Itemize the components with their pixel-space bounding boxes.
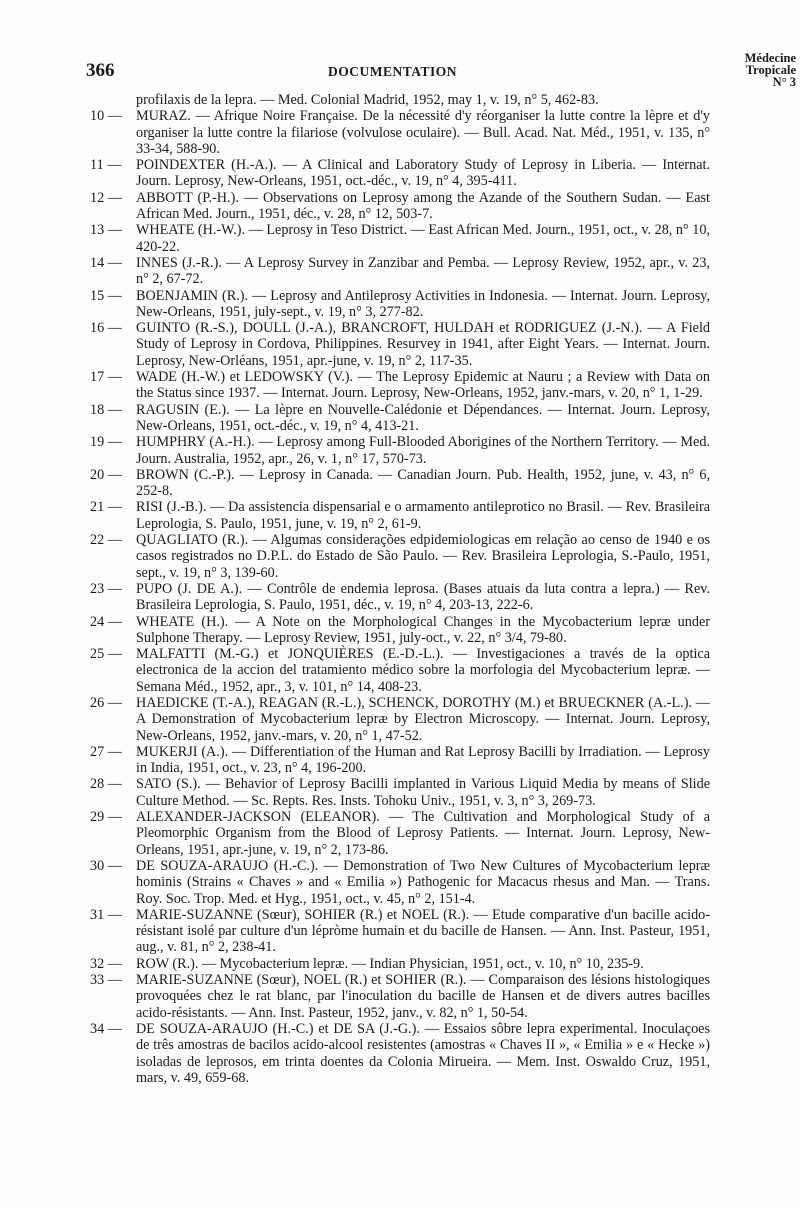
reference-number: 11 —: [90, 157, 122, 174]
reference-text: RAGUSIN (E.). — La lèpre en Nouvelle-Calédonie et Dépendances. — Internat. Journ. Leprosy, New-Orleans, 1951, oct.-déc., v. 19, n° 4, 413-21.: [136, 401, 710, 434]
reference-text: ALEXANDER-JACKSON (ELEANOR). — The Cultivation and Morphological Study of a Pleomorphic Organism from the Blood of Leprosy Patients. — Internat. Journ. Leprosy, New-Orleans, 1951, apr.-june, v. 19, n° 2, 173-86.: [136, 809, 710, 858]
reference-number: 19 —: [90, 434, 122, 451]
reference-entry: [90, 1021, 710, 1086]
reference-text: INNES (J.-R.). — A Leprosy Survey in Zanzibar and Pemba. — Leprosy Review, 1952, apr., v. 23, n° 2, 67-72.: [136, 254, 710, 288]
reference-number: 17 —: [90, 369, 122, 386]
journal-tag-line: Tropicale: [745, 63, 796, 77]
reference-text: MUKERJI (A.). — Differentiation of the Human and Rat Leprosy Bacilli by Irradiation. — Leprosy in India, 1951, oct., v. 23, n° 4, 196-200.: [136, 743, 710, 777]
reference-text: GUINTO (R.-S.), DOULL (J.-A.), BRANCROFT, HULDAH et RODRIGUEZ (J.-N.). — A Field Study of Leprosy in Cordova, Philippines. Resurvey in 1941, after Eight Years. — Internat. Journ. Leprosy, New-Orléans, 1951, apr.-june, v. 19, n° 2, 117-35.: [136, 320, 710, 369]
reference-number: 22 —: [90, 532, 122, 549]
reference-entry: [90, 288, 710, 321]
reference-entry: [90, 92, 710, 108]
reference-number: 32 —: [90, 955, 122, 972]
reference-text: QUAGLIATO (R.). — Algumas considerações edpidemiologicas em relação ao censo de 1940 e os casos registrados no D.P.L. do Estado de São Paulo. — Rev. Brasileira Leprologia, S.-Paulo, 1951, sept., v. 19, n° 3, 139-60.: [136, 532, 710, 581]
reference-entry: [90, 972, 710, 1021]
reference-text: WHEATE (H.-W.). — Leprosy in Teso District. — East African Med. Journ., 1951, oct., v. 28, n° 10, 420-22.: [136, 222, 710, 255]
journal-tag-line: Médecine: [744, 51, 796, 65]
reference-entry: [90, 809, 710, 858]
reference-entry: [90, 108, 710, 157]
reference-number: 18 —: [90, 401, 122, 418]
reference-number: 20 —: [90, 466, 122, 483]
reference-entry: [90, 776, 710, 809]
reference-number: 21 —: [90, 499, 122, 516]
reference-entry: [90, 369, 710, 402]
reference-number: 12 —: [90, 189, 122, 206]
reference-text: WHEATE (H.). — A Note on the Morphological Changes in the Mycobacterium lepræ under Sulphone Therapy. — Leprosy Review, 1951, july-oct., v. 22, n° 3/4, 79-80.: [136, 613, 710, 646]
reference-text: BROWN (C.-P.). — Leprosy in Canada. — Canadian Journ. Pub. Health, 1952, june, v. 43, n° 6, 252-8.: [136, 466, 710, 500]
reference-number: 26 —: [90, 694, 122, 711]
reference-number: 29 —: [90, 809, 122, 826]
reference-number: 14 —: [90, 254, 122, 271]
reference-entry: [90, 695, 710, 744]
reference-entry: [90, 614, 710, 647]
reference-entry: [90, 646, 710, 695]
reference-text: DE SOUZA-ARAUJO (H.-C.) et DE SA (J.-G.). — Essaios sôbre lepra experimental. Inoculaçoes de três amostras de bacilos acido-alcool resistentes (amostras « Chaves II », « Emilia » e « Hecke ») isoladas de leprosos, em trinta doentes da Colonia Mirueira. — Mem. Inst. Oswaldo Cruz, 1951, mars, v. 49, 659-68.: [136, 1020, 710, 1086]
reference-text: profilaxis de la lepra. — Med. Colonial Madrid, 1952, may 1, v. 19, n° 5, 462-83.: [136, 92, 599, 108]
reference-number: 16 —: [90, 320, 122, 337]
reference-entry: [90, 581, 710, 614]
reference-text: RISI (J.-B.). — Da assistencia dispensarial e o armamento antileprotico no Brasil. — Rev. Brasileira Leprologia, S. Paulo, 1951, june, v. 19, n° 2, 61-9.: [136, 499, 710, 532]
reference-entry: [90, 467, 710, 500]
reference-text: MURAZ. — Afrique Noire Française. De la nécessité d'y réorganiser la lutte contre la lèpre et d'y organiser la lutte contre la filariose (volvulose oculaire). — Bull. Acad. Nat. Méd., 1951, v. 135, n° 33-34, 588-90.: [136, 108, 710, 157]
reference-number: 10 —: [90, 108, 122, 125]
reference-entry: [90, 157, 710, 190]
reference-entry: [90, 907, 710, 956]
reference-entry: [90, 320, 710, 369]
reference-entry: [90, 255, 710, 288]
reference-number: 34 —: [90, 1020, 122, 1037]
reference-number: 23 —: [90, 580, 122, 597]
reference-text: MALFATTI (M.-G.) et JONQUIÈRES (E.-D.-L.). — Investigaciones a través de la optica electronica de la accion del tratamiento médico sobre la morfologia del Mycobacterium lepræ. — Semana Méd., 1952, apr., 3, v. 101, n° 14, 408-23.: [136, 646, 710, 695]
reference-text: MARIE-SUZANNE (Sœur), SOHIER (R.) et NOEL (R.). — Etude comparative d'un bacille acido-résistant isolé par culture d'un lépròme humain et du bacille de Hansen. — Ann. Inst. Pasteur, 1951, aug., v. 81, n° 2, 238-41.: [136, 906, 710, 956]
reference-number: 13 —: [90, 222, 122, 239]
reference-number: 31 —: [90, 906, 122, 923]
reference-entry: [90, 532, 710, 581]
reference-text: DE SOUZA-ARAUJO (H.-C.). — Demonstration of Two New Cultures of Mycobacterium lepræ hominis (Strains « Chaves » and « Emilia ») Pathogenic for Macacus rhesus and Man. — Trans. Roy. Soc. Trop. Med. et Hyg., 1951, oct., v. 45, n° 2, 151-4.: [136, 857, 710, 907]
reference-entry: [90, 434, 710, 467]
reference-text: SATO (S.). — Behavior of Leprosy Bacilli implanted in Various Liquid Media by means of Slide Culture Method. — Sc. Repts. Res. Insts. Tohoku Univ., 1951, v. 3, n° 3, 269-73.: [136, 776, 710, 809]
reference-number: 27 —: [90, 743, 122, 760]
reference-entry: [90, 402, 710, 435]
reference-number: 15 —: [90, 287, 122, 304]
reference-entry: [90, 222, 710, 255]
reference-text: MARIE-SUZANNE (Sœur), NOEL (R.) et SOHIER (R.). — Comparaison des lésions histologiques provoquées chez le rat blanc, par l'inoculation du bacille de Hansen et de divers autres bacilles acido-résistants. — Ann. Inst. Pasteur, 1952, janv., v. 82, n° 1, 50-54.: [136, 972, 710, 1021]
reference-entry: [90, 499, 710, 532]
reference-text: PUPO (J. DE A.). — Contrôle de endemia leprosa. (Bases atuais da luta contra a lepra.) — Rev. Brasileira Leprologia, S. Paulo, 1951, déc., v. 19, n° 4, 203-13, 222-6.: [136, 580, 710, 614]
reference-entry: [90, 858, 710, 907]
journal-tag: [730, 52, 796, 88]
reference-number: 24 —: [90, 613, 122, 630]
reference-number: 30 —: [90, 857, 122, 874]
reference-text: WADE (H.-W.) et LEDOWSKY (V.). — The Leprosy Epidemic at Nauru ; a Review with Data on the Status since 1937. — Internat. Journ. Leprosy, New-Orleans, 1952, janv.-mars, v. 20, n° 1, 1-29.: [136, 369, 710, 402]
reference-text: BOENJAMIN (R.). — Leprosy and Antileprosy Activities in Indonesia. — Internat. Journ. Leprosy, New-Orleans, 1951, july-sept., v. 19, n° 3, 277-82.: [136, 287, 710, 320]
journal-tag-line: N° 3: [772, 75, 796, 89]
reference-text: HUMPHRY (A.-H.). — Leprosy among Full-Blooded Aborigines of the Northern Territory. — Med. Journ. Australia, 1952, apr., 26, v. 1, n° 17, 570-73.: [136, 434, 710, 467]
reference-number: 28 —: [90, 776, 122, 793]
reference-text: ABBOTT (P.-H.). — Observations on Leprosy among the Azande of the Southern Sudan. — East African Med. Journ., 1951, déc., v. 28, n° 12, 503-7.: [136, 189, 710, 223]
page-number: 366: [86, 60, 115, 81]
reference-text: ROW (R.). — Mycobacterium lepræ. — Indian Physician, 1951, oct., v. 10, n° 10, 235-9.: [136, 955, 644, 972]
reference-list: [90, 92, 710, 1086]
running-title: DOCUMENTATION: [328, 64, 458, 79]
reference-text: POINDEXTER (H.-A.). — A Clinical and Laboratory Study of Leprosy in Liberia. — Internat. Journ. Leprosy, New-Orleans, 1951, oct.-déc., v. 19, n° 4, 395-411.: [136, 157, 710, 190]
reference-entry: [90, 744, 710, 777]
reference-number: 33 —: [90, 972, 122, 989]
reference-entry: [90, 190, 710, 223]
reference-text: HAEDICKE (T.-A.), REAGAN (R.-L.), SCHENCK, DOROTHY (M.) et BRUECKNER (A.-L.). — A Demonstration of Mycobacterium lepræ by Electron Microscopy. — Internat. Journ. Leprosy, New-Orleans, 1952, janv.-mars, v. 20, n° 1, 47-52.: [136, 694, 710, 744]
reference-number: 25 —: [90, 646, 122, 663]
reference-entry: [90, 956, 710, 972]
